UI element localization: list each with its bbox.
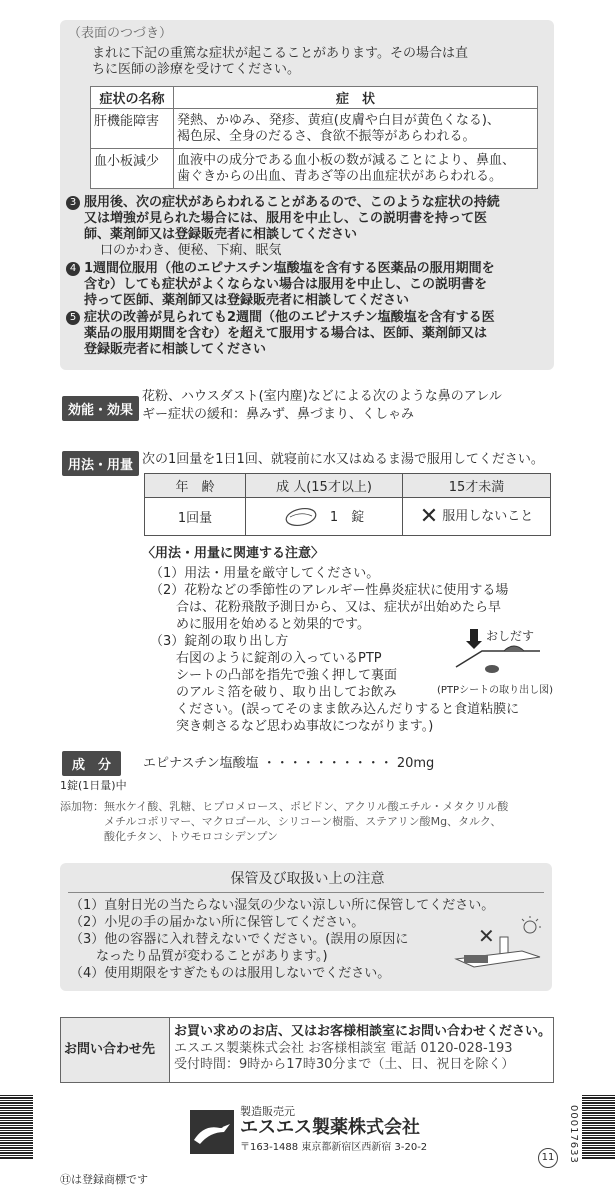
ss-pharma-logo xyxy=(190,1110,234,1154)
child-header: 15才未満 xyxy=(403,474,551,498)
dosage-note-1: （1）用法・用量を厳守してください。 xyxy=(150,566,380,581)
maker-label: 製造販売元 xyxy=(240,1105,295,1118)
dosage-note-9: ください。(誤ってそのまま飲み込んだりすると食道粘膜に xyxy=(150,702,520,717)
item-3-symptoms: 口のかわき、便秘、下痢、眠気 xyxy=(100,243,282,258)
storage-line-5: （4）使用期限をすぎたものは服用しないでください。 xyxy=(70,966,391,981)
symptom-name-liver: 肝機能障害 xyxy=(91,109,174,149)
dose-row-label: 1回量 xyxy=(145,498,246,536)
dosage-notes-title: 〈用法・用量に関連する注意〉 xyxy=(142,546,325,561)
storage-line-3: （3）他の容器に入れ替えないでください。(誤用の原因に xyxy=(70,932,409,947)
svg-text:✕: ✕ xyxy=(478,924,495,948)
product-code: 00017633 xyxy=(568,1105,579,1164)
item-4-line-2: 含む）しても症状がよくならない場合は服用を中止し、この説明書を xyxy=(84,277,488,292)
ingredients-label: 成 分 xyxy=(62,751,121,776)
continued-note: （表面のつづき） xyxy=(68,26,173,41)
storage-line-4: なったり品質が変わることがあります。) xyxy=(70,949,328,964)
intro-line-1: まれに下記の重篤な症状が起こることがあります。その場合は直 xyxy=(92,46,468,61)
storage-title: 保管及び取扱い上の注意 xyxy=(230,871,385,887)
storage-illustration xyxy=(452,915,544,975)
dosage-note-6: 右図のように錠剤の入っているPTP xyxy=(150,651,382,666)
company-name: エスエス製薬株式会社 xyxy=(240,1117,420,1138)
dosage-note-3: 合は、花粉飛散予測日から、又は、症状が出始めたら早 xyxy=(150,600,502,615)
main-ingredient: エピナスチン塩酸塩 ・・・・・・・・・・ 20mg xyxy=(143,756,435,771)
page-number: 11 xyxy=(538,1148,558,1168)
platelet-symptom-line-2: 歯ぐきからの出血、青あざ等の出血症状があらわれる。 xyxy=(177,168,503,184)
dosage-note-7: シートの凸部を指先で強く押して裏面 xyxy=(150,668,398,683)
child-dose: 服用しないこと xyxy=(442,509,534,524)
push-label: おしだす xyxy=(486,629,535,643)
additives-line-1: 添加物：無水ケイ酸、乳糖、ヒプロメロース、ポビドン、アクリル酸エチル・メタクリル酸 xyxy=(60,800,509,813)
storage-line-1: （1）直射日光の当たらない湿気の少ない涼しい所に保管してください。 xyxy=(70,898,495,913)
contact-label: お問い合わせ先 xyxy=(64,1042,156,1057)
item-5-line-2: 薬品の服用期間を含む）を超えて服用する場合は、医師、薬剤師又は xyxy=(84,326,488,341)
intro-line-2: ちに医師の診療を受けてください。 xyxy=(92,62,301,77)
efficacy-line-1: 花粉、ハウスダスト(室内塵)などによる次のような鼻のアレル xyxy=(142,389,502,404)
item-4-line-3: 持って医師、薬剤師又は登録販売者に相談してください xyxy=(84,293,410,308)
additives-line-3: 酸化チタン、トウモロコシデンプン xyxy=(60,830,278,843)
item-5-number-badge: 5 xyxy=(66,311,80,325)
platelet-symptom-line-1: 血液中の成分である血小板の数が減ることにより、鼻血、 xyxy=(177,152,516,168)
tablet-icon xyxy=(284,507,318,527)
dosage-instruction: 次の1回量を1日1回、就寝前に水又はぬるま湯で服用してください。 xyxy=(142,452,544,467)
contact-line-2: エスエス製薬株式会社 お客様相談室 電話 0120-028-193 xyxy=(174,1041,513,1056)
storage-line-2: （2）小児の手の届かない所に保管してください。 xyxy=(70,915,365,930)
item-3-number-badge: 3 xyxy=(66,196,80,210)
per-tablet-note: 1錠(1日量)中 xyxy=(60,779,127,792)
item-4-number-badge: 4 xyxy=(66,262,80,276)
adult-dose: 1 錠 xyxy=(329,509,365,525)
cross-icon: ✕ xyxy=(419,504,439,529)
trademark-note: Ⓗは登録商標です xyxy=(60,1173,148,1186)
efficacy-label: 効能・効果 xyxy=(62,396,139,421)
additives-line-2: メチルコポリマー、マクロゴール、シリコーン樹脂、ステアリン酸Mg、タルク、 xyxy=(60,815,502,828)
company-address: 〒163-1488 東京都新宿区西新宿 3-20-2 xyxy=(240,1142,428,1153)
liver-symptom-line-1: 発熱、かゆみ、発疹、黄疸(皮膚や白目が黄色くなる)、 xyxy=(177,112,500,128)
contact-line-3: 受付時間：9時から17時30分まで（土、日、祝日を除く） xyxy=(174,1057,515,1072)
item-5-line-1: 症状の改善が見られても2週間（他のエピナスチン塩酸塩を含有する医 xyxy=(84,310,495,325)
symptom-name-header: 症状の名称 xyxy=(91,87,174,109)
serious-symptoms-table xyxy=(90,86,538,189)
item-3-line-2: 又は増強が見られた場合には、服用を中止し、この説明書を持って医 xyxy=(84,211,488,226)
adult-header: 成 人(15才以上) xyxy=(246,474,403,498)
dosage-note-5: （3）錠剤の取り出し方 xyxy=(150,634,289,649)
ptp-caption: (PTPシートの取り出し図) xyxy=(437,685,553,696)
item-5-line-3: 登録販売者に相談してください xyxy=(84,342,267,357)
item-4-line-1: 1週間位服用（他のエピナスチン塩酸塩を含有する医薬品の服用期間を xyxy=(84,261,495,276)
symptom-name-platelet: 血小板減少 xyxy=(91,149,174,189)
contact-line-1: お買い求めのお店、又はお客様相談室にお問い合わせください。 xyxy=(174,1024,552,1039)
dosage-label: 用法・用量 xyxy=(62,451,139,476)
efficacy-line-2: ギー症状の緩和：鼻みず、鼻づまり、くしゃみ xyxy=(142,407,414,422)
barcode-right xyxy=(582,1095,615,1159)
item-3-line-1: 服用後、次の症状があらわれることがあるので、このような症状の持続 xyxy=(84,195,500,210)
age-header: 年 齢 xyxy=(145,474,246,498)
storage-divider xyxy=(68,892,544,893)
dosage-note-4: めに服用を始めると効果的です。 xyxy=(150,617,370,632)
liver-symptom-line-2: 褐色尿、全身のだるさ、食欲不振等があらわれる。 xyxy=(177,128,476,144)
item-3-line-3: 師、薬剤師又は登録販売者に相談してください xyxy=(84,227,358,242)
dosage-table xyxy=(144,473,551,536)
barcode-left xyxy=(0,1095,33,1159)
dosage-note-10: 突き刺さるなど思わぬ事故につながります。) xyxy=(150,719,434,734)
dosage-note-2: （2）花粉などの季節性のアレルギー性鼻炎症状に使用する場 xyxy=(150,583,509,598)
symptom-header: 症 状 xyxy=(174,87,538,109)
dosage-note-8: のアルミ箔を破り、取り出してお飲み xyxy=(150,685,397,700)
